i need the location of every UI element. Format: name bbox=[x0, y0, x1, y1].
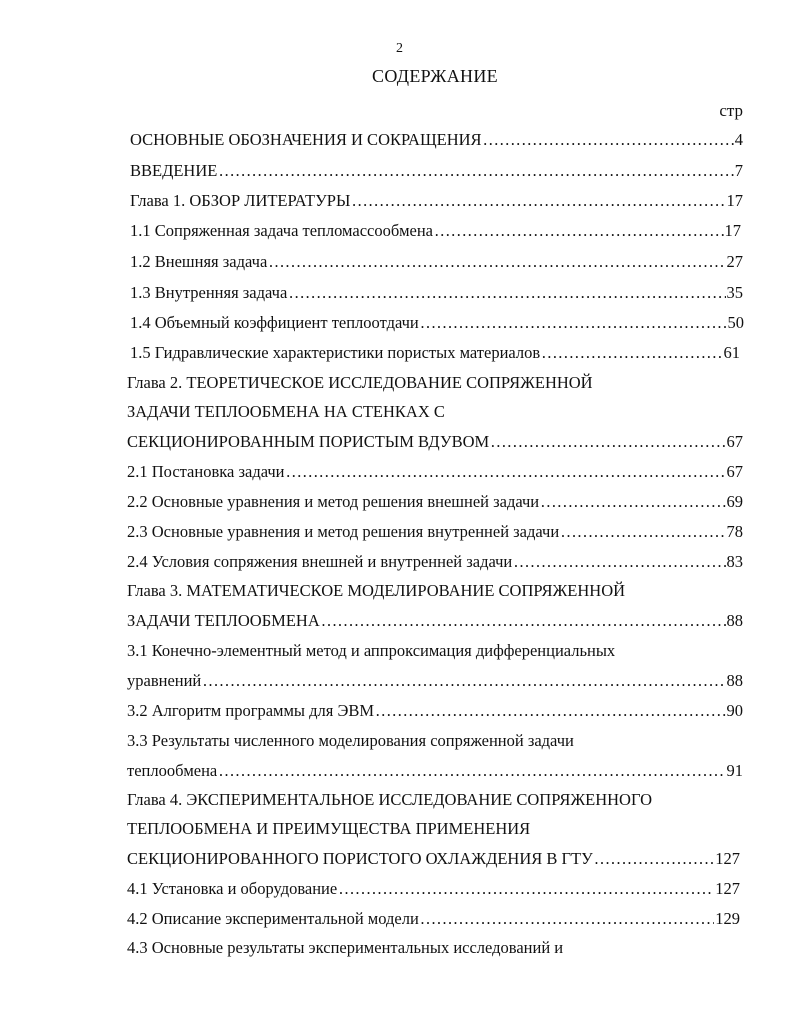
toc-entry-1-3 bbox=[130, 282, 743, 304]
toc-entry-4-1 bbox=[127, 878, 740, 900]
toc-entry-text: 2.4 Условия сопряжения внешней и внутренней задачи bbox=[127, 552, 513, 571]
leader-dots bbox=[420, 312, 727, 334]
toc-entry-page: 27 bbox=[726, 252, 743, 271]
leader-dots bbox=[286, 461, 726, 483]
toc-entry-text: Глава 1. ОБЗОР ЛИТЕРАТУРЫ bbox=[130, 191, 351, 210]
page-column-label: стр bbox=[719, 101, 743, 120]
toc-chapter-2-line-2: ЗАДАЧИ ТЕПЛООБМЕНА НА СТЕНКАХ С bbox=[127, 402, 445, 421]
toc-entry-1-4 bbox=[130, 312, 744, 334]
toc-entry-page: 67 bbox=[726, 432, 743, 451]
leader-dots bbox=[288, 282, 725, 304]
toc-entry-3-3-line-1: 3.3 Результаты численного моделирования сопряженной задачи bbox=[127, 731, 574, 750]
toc-entry-chapter-2 bbox=[127, 431, 743, 453]
toc-entry-2-3 bbox=[127, 521, 743, 543]
toc-entry-page: 78 bbox=[726, 522, 743, 541]
toc-entry-text: 2.2 Основные уравнения и метод решения внешней задачи bbox=[127, 492, 540, 511]
leader-dots bbox=[420, 908, 714, 930]
toc-entry-text: 1.4 Объемный коэффициент теплоотдачи bbox=[130, 313, 419, 332]
page-title: СОДЕРЖАНИЕ bbox=[372, 66, 498, 86]
leader-dots bbox=[434, 220, 723, 242]
toc-entry-page: 90 bbox=[726, 701, 743, 720]
leader-dots bbox=[321, 610, 726, 632]
toc-entry-text: 1.2 Внешняя задача bbox=[130, 252, 268, 271]
toc-entry-page: 88 bbox=[726, 671, 743, 690]
toc-entry-2-2 bbox=[127, 491, 743, 513]
leader-dots bbox=[594, 848, 714, 870]
toc-entry-text: 1.3 Внутренняя задача bbox=[130, 283, 288, 302]
leader-dots bbox=[483, 129, 734, 151]
toc-entry-4-3-line-1: 4.3 Основные результаты экспериментальных исследований и bbox=[127, 938, 564, 957]
toc-entry-page: 69 bbox=[726, 492, 743, 511]
toc-chapter-2-line-1: Глава 2. ТЕОРЕТИЧЕСКОЕ ИССЛЕДОВАНИЕ СОПРЯЖЕННОЙ bbox=[127, 373, 593, 392]
leader-dots bbox=[268, 251, 725, 273]
leader-dots bbox=[375, 700, 725, 722]
toc-entry-text: 2.3 Основные уравнения и метод решения внутренней задачи bbox=[127, 522, 560, 541]
toc-entry-chapter-3 bbox=[127, 610, 743, 632]
leader-dots bbox=[540, 491, 725, 513]
toc-entry-text: 1.1 Сопряженная задача тепломассообмена bbox=[130, 221, 434, 240]
toc-entry-page: 50 bbox=[727, 313, 744, 332]
toc-entry-vvedenie bbox=[130, 160, 743, 182]
toc-entry-page: 61 bbox=[723, 343, 740, 362]
leader-dots bbox=[202, 670, 725, 692]
toc-entry-2-1 bbox=[127, 461, 743, 483]
toc-entry-page: 88 bbox=[726, 611, 743, 630]
toc-entry-text: уравнений bbox=[127, 671, 202, 690]
toc-entry-page: 91 bbox=[726, 761, 743, 780]
toc-entry-text: 4.1 Установка и оборудование bbox=[127, 879, 338, 898]
toc-entry-text: 2.1 Постановка задачи bbox=[127, 462, 285, 481]
toc-entry-page: 127 bbox=[715, 879, 740, 898]
toc-entry-3-1-line-1: 3.1 Конечно-элементный метод и аппроксимация дифференциальных bbox=[127, 641, 616, 660]
toc-entry-chapter-1 bbox=[130, 190, 743, 212]
toc-entry-page: 127 bbox=[715, 849, 740, 868]
toc-chapter-3-line-1: Глава 3. МАТЕМАТИЧЕСКОЕ МОДЕЛИРОВАНИЕ СОПРЯЖЕННОЙ bbox=[127, 581, 626, 600]
toc-entry-text: СЕКЦИОНИРОВАННОГО ПОРИСТОГО ОХЛАЖДЕНИЯ В ГТУ bbox=[127, 849, 593, 868]
toc-entry-text: 1.5 Гидравлические характеристики пористых материалов bbox=[130, 343, 541, 362]
toc-entry-3-2 bbox=[127, 700, 743, 722]
toc-chapter-4-line-1: Глава 4. ЭКСПЕРИМЕНТАЛЬНОЕ ИССЛЕДОВАНИЕ СОПРЯЖЕННОГО bbox=[127, 790, 653, 809]
toc-entry-page: 83 bbox=[726, 552, 743, 571]
toc-chapter-4-line-2: ТЕПЛООБМЕНА И ПРЕИМУЩЕСТВА ПРИМЕНЕНИЯ bbox=[127, 819, 531, 838]
leader-dots bbox=[218, 160, 733, 182]
toc-entry-3-1 bbox=[127, 670, 743, 692]
toc-entry-page: 17 bbox=[724, 221, 741, 240]
leader-dots bbox=[513, 551, 725, 573]
page-number: 2 bbox=[396, 41, 403, 56]
toc-entry-page: 129 bbox=[715, 909, 740, 928]
toc-entry-text: теплообмена bbox=[127, 761, 218, 780]
leader-dots bbox=[541, 342, 722, 364]
toc-entry-text: ЗАДАЧИ ТЕПЛООБМЕНА bbox=[127, 611, 320, 630]
toc-entry-1-5 bbox=[130, 342, 740, 364]
toc-entry-oboznach bbox=[130, 129, 743, 151]
toc-entry-text: 4.2 Описание экспериментальной модели bbox=[127, 909, 419, 928]
toc-entry-4-2 bbox=[127, 908, 740, 930]
toc-entry-text: СЕКЦИОНИРОВАННЫМ ПОРИСТЫМ ВДУВОМ bbox=[127, 432, 490, 451]
toc-entry-text: ВВЕДЕНИЕ bbox=[130, 161, 218, 180]
leader-dots bbox=[338, 878, 714, 900]
toc-entry-chapter-4 bbox=[127, 848, 740, 870]
toc-entry-3-3 bbox=[127, 760, 743, 782]
toc-entry-page: 7 bbox=[734, 161, 743, 180]
toc-entry-2-4 bbox=[127, 551, 743, 573]
toc-entry-page: 35 bbox=[726, 283, 743, 302]
leader-dots bbox=[351, 190, 725, 212]
toc-entry-text: 3.2 Алгоритм программы для ЭВМ bbox=[127, 701, 375, 720]
toc-entry-text: ОСНОВНЫЕ ОБОЗНАЧЕНИЯ И СОКРАЩЕНИЯ bbox=[130, 130, 482, 149]
leader-dots bbox=[490, 431, 725, 453]
toc-entry-page: 4 bbox=[734, 130, 743, 149]
leader-dots bbox=[560, 521, 725, 543]
leader-dots bbox=[218, 760, 725, 782]
toc-entry-page: 17 bbox=[726, 191, 743, 210]
toc-entry-page: 67 bbox=[726, 462, 743, 481]
toc-entry-1-2 bbox=[130, 251, 743, 273]
toc-entry-1-1 bbox=[130, 220, 741, 242]
